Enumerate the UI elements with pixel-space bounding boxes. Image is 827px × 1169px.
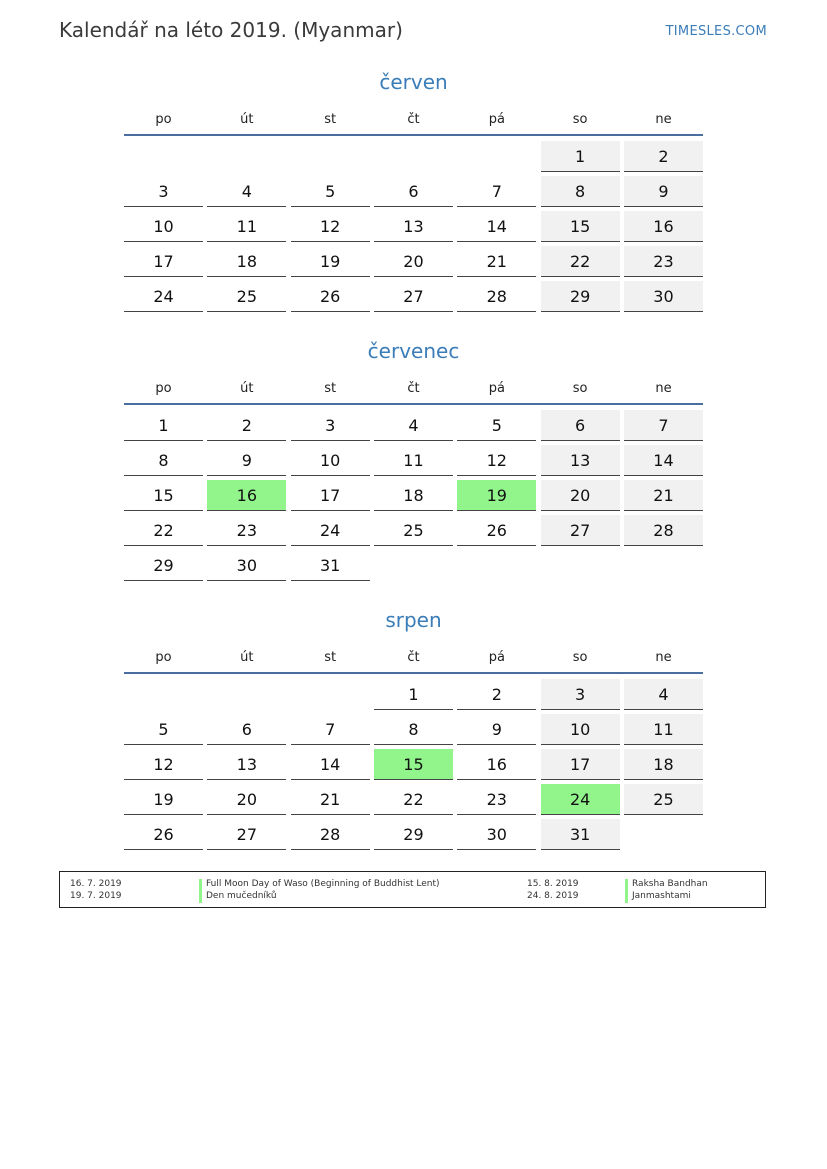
holiday-color-marker (625, 891, 628, 903)
holiday-date: 19. 7. 2019 (70, 891, 122, 901)
day-cell: 5 (291, 176, 370, 207)
page-title: Kalendář na léto 2019. (Myanmar) (59, 18, 403, 42)
day-cell: 15 (124, 480, 203, 511)
day-cell: 30 (207, 550, 286, 581)
empty-day-cell (291, 141, 370, 172)
day-cell: 4 (374, 410, 453, 441)
empty-day-cell (624, 550, 703, 581)
day-cell: 8 (374, 714, 453, 745)
holiday-name: Raksha Bandhan (632, 879, 708, 889)
holiday-date: 24. 8. 2019 (527, 891, 579, 901)
empty-day-cell (124, 679, 203, 710)
day-cell: 25 (207, 281, 286, 312)
day-cell: 25 (624, 784, 703, 815)
day-cell: 19 (291, 246, 370, 277)
day-cell: 29 (541, 281, 620, 312)
day-cell: 7 (457, 176, 536, 207)
weekday-label: po (155, 111, 172, 127)
day-cell: 23 (457, 784, 536, 815)
day-cell: 5 (457, 410, 536, 441)
day-cell: 22 (374, 784, 453, 815)
empty-day-cell (207, 679, 286, 710)
days-grid (124, 679, 703, 850)
day-cell: 4 (207, 176, 286, 207)
day-cell: 20 (541, 480, 620, 511)
day-cell: 3 (291, 410, 370, 441)
day-cell: 7 (624, 410, 703, 441)
month-calendar (124, 337, 703, 581)
weekday-header (124, 104, 703, 134)
day-cell: 19 (124, 784, 203, 815)
weekday-header (124, 373, 703, 403)
holiday-name: Janmashtami (632, 891, 691, 901)
day-cell: 30 (624, 281, 703, 312)
day-cell: 1 (374, 679, 453, 710)
day-cell: 27 (541, 515, 620, 546)
days-grid (124, 141, 703, 312)
day-cell: 3 (541, 679, 620, 710)
empty-day-cell (541, 550, 620, 581)
day-cell: 7 (291, 714, 370, 745)
day-cell: 2 (457, 679, 536, 710)
weekday-label: st (324, 380, 337, 396)
header-divider (124, 403, 703, 405)
holiday-name: Den mučedníků (206, 891, 277, 901)
holiday-day-cell: 15 (374, 749, 453, 780)
day-cell: 11 (207, 211, 286, 242)
day-cell: 20 (374, 246, 453, 277)
day-cell: 3 (124, 176, 203, 207)
weekday-label: so (572, 649, 588, 665)
day-cell: 27 (374, 281, 453, 312)
holiday-day-cell: 24 (541, 784, 620, 815)
weekday-label: ne (655, 380, 672, 396)
holiday-color-marker (199, 879, 202, 891)
day-cell: 24 (124, 281, 203, 312)
day-cell: 9 (624, 176, 703, 207)
weekday-label: so (572, 380, 588, 396)
day-cell: 12 (291, 211, 370, 242)
day-cell: 29 (374, 819, 453, 850)
day-cell: 1 (541, 141, 620, 172)
weekday-label: st (324, 111, 337, 127)
weekday-label: po (155, 380, 172, 396)
days-grid (124, 410, 703, 581)
day-cell: 11 (624, 714, 703, 745)
day-cell: 27 (207, 819, 286, 850)
holiday-legend (59, 871, 766, 908)
day-cell: 2 (207, 410, 286, 441)
empty-day-cell (207, 141, 286, 172)
day-cell: 16 (457, 749, 536, 780)
month-name: červen (379, 70, 448, 94)
month-calendar (124, 68, 703, 312)
day-cell: 23 (624, 246, 703, 277)
site-link[interactable]: TIMESLES.COM (665, 24, 767, 39)
weekday-label: út (240, 111, 254, 127)
day-cell: 24 (291, 515, 370, 546)
empty-day-cell (124, 141, 203, 172)
day-cell: 18 (207, 246, 286, 277)
weekday-label: čt (407, 380, 420, 396)
holiday-day-cell: 16 (207, 480, 286, 511)
day-cell: 6 (541, 410, 620, 441)
day-cell: 6 (374, 176, 453, 207)
day-cell: 30 (457, 819, 536, 850)
empty-day-cell (457, 141, 536, 172)
day-cell: 9 (457, 714, 536, 745)
day-cell: 13 (541, 445, 620, 476)
day-cell: 17 (124, 246, 203, 277)
weekday-label: ne (655, 649, 672, 665)
empty-day-cell (624, 819, 703, 850)
day-cell: 26 (124, 819, 203, 850)
empty-day-cell (291, 679, 370, 710)
day-cell: 1 (124, 410, 203, 441)
day-cell: 18 (374, 480, 453, 511)
day-cell: 10 (541, 714, 620, 745)
day-cell: 18 (624, 749, 703, 780)
day-cell: 4 (624, 679, 703, 710)
holiday-color-marker (625, 879, 628, 891)
day-cell: 21 (291, 784, 370, 815)
holiday-date: 16. 7. 2019 (70, 879, 122, 889)
weekday-label: pá (488, 111, 505, 127)
holiday-name: Full Moon Day of Waso (Beginning of Buddhist Lent) (206, 879, 440, 889)
day-cell: 21 (624, 480, 703, 511)
day-cell: 5 (124, 714, 203, 745)
day-cell: 21 (457, 246, 536, 277)
empty-day-cell (457, 550, 536, 581)
day-cell: 2 (624, 141, 703, 172)
day-cell: 17 (541, 749, 620, 780)
weekday-label: čt (407, 649, 420, 665)
day-cell: 9 (207, 445, 286, 476)
day-cell: 26 (457, 515, 536, 546)
month-name: srpen (385, 608, 442, 632)
day-cell: 31 (291, 550, 370, 581)
day-cell: 31 (541, 819, 620, 850)
weekday-label: po (155, 649, 172, 665)
day-cell: 12 (457, 445, 536, 476)
day-cell: 28 (457, 281, 536, 312)
day-cell: 22 (541, 246, 620, 277)
holiday-color-marker (199, 891, 202, 903)
weekday-label: út (240, 649, 254, 665)
day-cell: 15 (541, 211, 620, 242)
day-cell: 14 (457, 211, 536, 242)
weekday-label: pá (488, 380, 505, 396)
weekday-label: st (324, 649, 337, 665)
month-name: červenec (367, 339, 460, 363)
day-cell: 13 (374, 211, 453, 242)
day-cell: 28 (291, 819, 370, 850)
header-divider (124, 134, 703, 136)
day-cell: 14 (291, 749, 370, 780)
day-cell: 28 (624, 515, 703, 546)
day-cell: 8 (124, 445, 203, 476)
holiday-day-cell: 19 (457, 480, 536, 511)
day-cell: 13 (207, 749, 286, 780)
weekday-label: pá (488, 649, 505, 665)
weekday-label: čt (407, 111, 420, 127)
day-cell: 20 (207, 784, 286, 815)
weekday-label: so (572, 111, 588, 127)
weekday-header (124, 642, 703, 672)
day-cell: 14 (624, 445, 703, 476)
day-cell: 25 (374, 515, 453, 546)
day-cell: 22 (124, 515, 203, 546)
month-calendar (124, 606, 703, 850)
day-cell: 17 (291, 480, 370, 511)
day-cell: 12 (124, 749, 203, 780)
weekday-label: út (240, 380, 254, 396)
day-cell: 6 (207, 714, 286, 745)
day-cell: 26 (291, 281, 370, 312)
day-cell: 8 (541, 176, 620, 207)
empty-day-cell (374, 141, 453, 172)
header-divider (124, 672, 703, 674)
weekday-label: ne (655, 111, 672, 127)
day-cell: 11 (374, 445, 453, 476)
day-cell: 10 (124, 211, 203, 242)
day-cell: 10 (291, 445, 370, 476)
holiday-date: 15. 8. 2019 (527, 879, 579, 889)
day-cell: 29 (124, 550, 203, 581)
day-cell: 16 (624, 211, 703, 242)
day-cell: 23 (207, 515, 286, 546)
empty-day-cell (374, 550, 453, 581)
